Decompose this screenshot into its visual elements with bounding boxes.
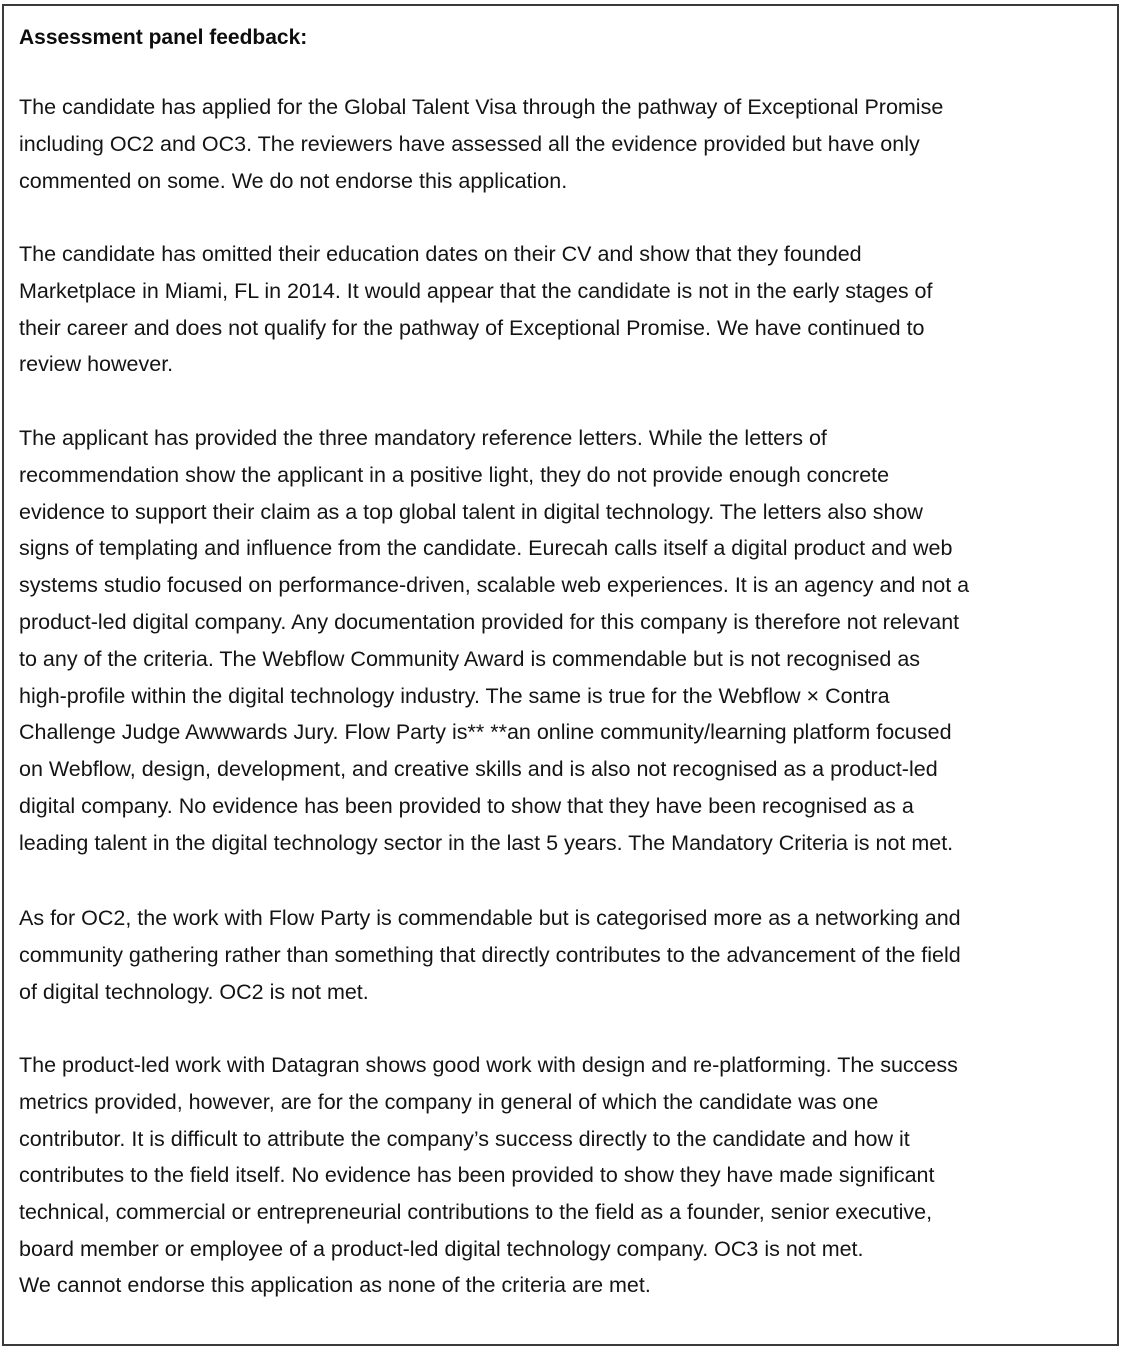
text-line: technical, commercial or entrepreneurial contributions to the field as a founder, senior executive, — [19, 1200, 933, 1225]
text-line: metrics provided, however, are for the company in general of which the candidate was one — [19, 1089, 879, 1114]
paragraph-intro — [19, 89, 943, 199]
text-line: evidence to support their claim as a top global talent in digital technology. The letters also show — [19, 499, 923, 524]
feedback-document — [2, 4, 1119, 1346]
text-line: digital company. No evidence has been provided to show that they have been recognised as a — [19, 793, 914, 818]
text-line: signs of templating and influence from the candidate. Eurecah calls itself a digital product and web — [19, 536, 953, 561]
text-line: systems studio focused on performance-driven, scalable web experiences. It is an agency and not a — [19, 573, 970, 598]
text-line: The candidate has omitted their education dates on their CV and show that they founded — [19, 242, 862, 266]
text-line: on Webflow, design, development, and creative skills and is also not recognised as a product-led — [19, 757, 938, 782]
text-line: high-profile within the digital technology industry. The same is true for the Webflow × Contra — [19, 683, 890, 708]
text-line: Challenge Judge Awwwards Jury. Flow Party is** **an online community/learning platform focused — [19, 720, 952, 745]
paragraph-mandatory-criteria — [19, 420, 969, 862]
text-line: of digital technology. OC2 is not met. — [19, 979, 369, 1004]
paragraph-conclusion — [19, 1267, 651, 1304]
text-line: commented on some. We do not endorse this application. — [19, 168, 568, 193]
paragraph-oc3 — [19, 1047, 958, 1268]
text-line: recommendation show the applicant in a positive light, they do not provide enough concrete — [19, 462, 890, 487]
paragraph-oc2 — [19, 900, 961, 1010]
text-line: The product-led work with Datagran shows good work with design and re-platforming. The success — [19, 1053, 958, 1077]
text-line: The candidate has applied for the Global Talent Visa through the pathway of Exceptional Promise — [19, 95, 944, 119]
text-line: including OC2 and OC3. The reviewers have assessed all the evidence provided but have only — [19, 131, 920, 156]
text-line: Marketplace in Miami, FL in 2014. It would appear that the candidate is not in the early stages of — [19, 278, 933, 303]
text-line: contributor. It is difficult to attribute the company’s success directly to the candidate and how it — [19, 1126, 910, 1151]
text-line: product-led digital company. Any documentation provided for this company is therefore not relevant — [19, 609, 960, 634]
text-line: their career and does not qualify for the pathway of Exceptional Promise. We have continued to — [19, 315, 925, 340]
text-line: The applicant has provided the three mandatory reference letters. While the letters of — [19, 426, 827, 450]
text-line: review however. — [19, 352, 174, 377]
text-line: We cannot endorse this application as none of the criteria are met. — [19, 1273, 651, 1297]
text-line: to any of the criteria. The Webflow Community Award is commendable but is not recognised as — [19, 646, 921, 671]
document-heading: Assessment panel feedback: — [19, 26, 308, 49]
text-line: contributes to the field itself. No evidence has been provided to show they have made significant — [19, 1163, 935, 1188]
paragraph-career-stage — [19, 236, 932, 383]
text-line: board member or employee of a product-led digital technology company. OC3 is not met. — [19, 1236, 864, 1261]
text-line: leading talent in the digital technology sector in the last 5 years. The Mandatory Criteria is not met. — [19, 830, 954, 855]
text-line: As for OC2, the work with Flow Party is commendable but is categorised more as a networking and — [19, 906, 961, 930]
text-line: community gathering rather than something that directly contributes to the advancement of the field — [19, 942, 961, 967]
